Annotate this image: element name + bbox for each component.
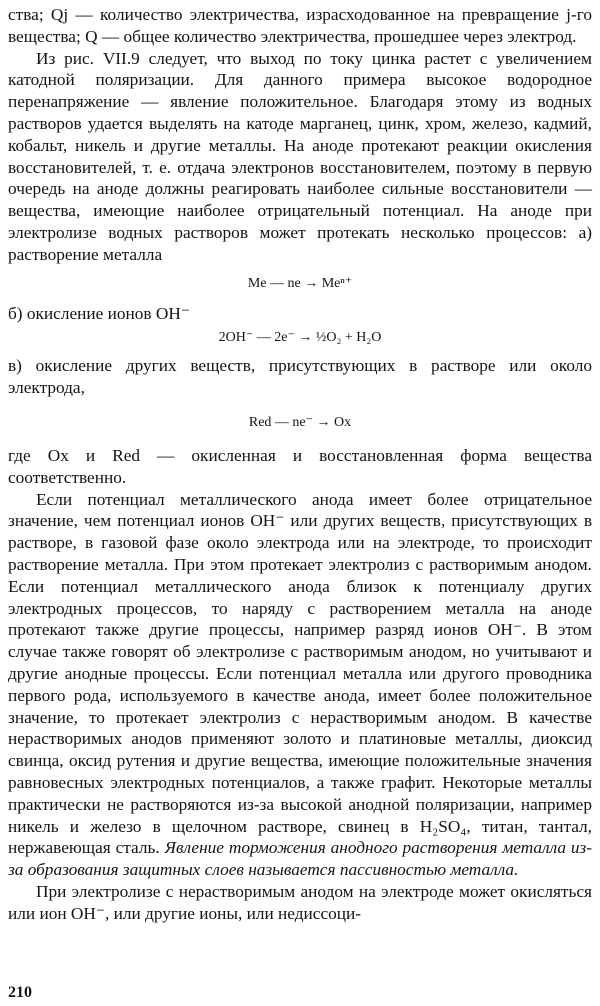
paragraph-other-substances: в) окисление других веществ, присутствующих в растворе или около электрода, (8, 356, 592, 398)
passivity-definition: Явление торможения анодного растворения металла из-за образования защитных слоев называется пассивностью металла. (8, 838, 592, 880)
paragraph-oh-oxidation: б) окисление ионов OH⁻ (8, 303, 190, 323)
formula-metal-dissolution: Me — ne → Meⁿ⁺ (247, 275, 353, 291)
page-number: 210 (8, 984, 32, 1001)
paragraph-soluble-insoluble-anode (8, 489, 592, 881)
paragraph-insoluble-anode-electrolysis: При электролизе с нерастворимым анодом на электроде может окисляться или ион OH⁻, или другие ионы, или недиссоци- (8, 881, 592, 923)
paragraph-main-text: Если потенциал металлического анода имеет более отрицательное значение, чем потенциал ионов OH⁻ или других веществ, присутствующих в растворе, в газовой фазе около электрода или на электроде, то происходит растворение металла. При этом протекает электролиз с растворимым анодом. Если потенциал металлического анода близок к потенциалу других электродных процессов, то наряду с растворением металла на аноде протекают также другие процессы, например разряд ионов OH⁻. В этом случае также говорят об электролизе с растворимым анодом, но учитывают и другие анодные процессы. Если потенциал металла или другого проводника первого рода, используемого в качестве анода, имеет более положительное значение, то протекает электролиз с нерастворимым анодом. В качестве нерастворимых анодов применяют золото и платиновые металлы, диоксид свинца, оксид рутения и другие вещества, имеющие положительные значения равновесных электродных потенциалов, а также графит. Некоторые металлы практически не растворяются из-за высокой анодной поляризации, например никель и железо в щелочном растворе, свинец в H₂SO₄, титан, тантал, нержавеющая сталь. (8, 489, 592, 858)
formula-oh-oxidation: 2OH⁻ — 2e⁻ → ½O₂ + H₂O (218, 330, 382, 346)
paragraph-anode-reactions: Из рис. VII.9 следует, что выход по току цинка растет с увеличением катодной поляризации. Для данного примера высокое водородное перенапряжение — явление положительное. Благодаря этому из водных растворов удается выделять на катоде марганец, цинк, хром, железо, кадмий, кобальт, никель и другие металлы. На аноде протекают реакции окисления восстановителей, т. е. отдача электронов восстановителем, поэтому в первую очередь на аноде должны реагировать наиболее сильные восстановители — вещества, имеющие наиболее отрицательный потенциал. На аноде при электролизе водных растворов может протекать несколько процессов: а) растворение металла (8, 48, 592, 264)
formula-red-ox: Red — ne⁻ → Ox (248, 414, 352, 430)
paragraph-continuation: ства; Qj — количество электричества, израсходованное на превращение j-го вещества; Q — общее количество электричества, прошедшее через электрод. (8, 5, 592, 46)
paragraph-ox-red-definition: где Ox и Red — окисленная и восстановленная форма вещества соответственно. (8, 445, 592, 487)
